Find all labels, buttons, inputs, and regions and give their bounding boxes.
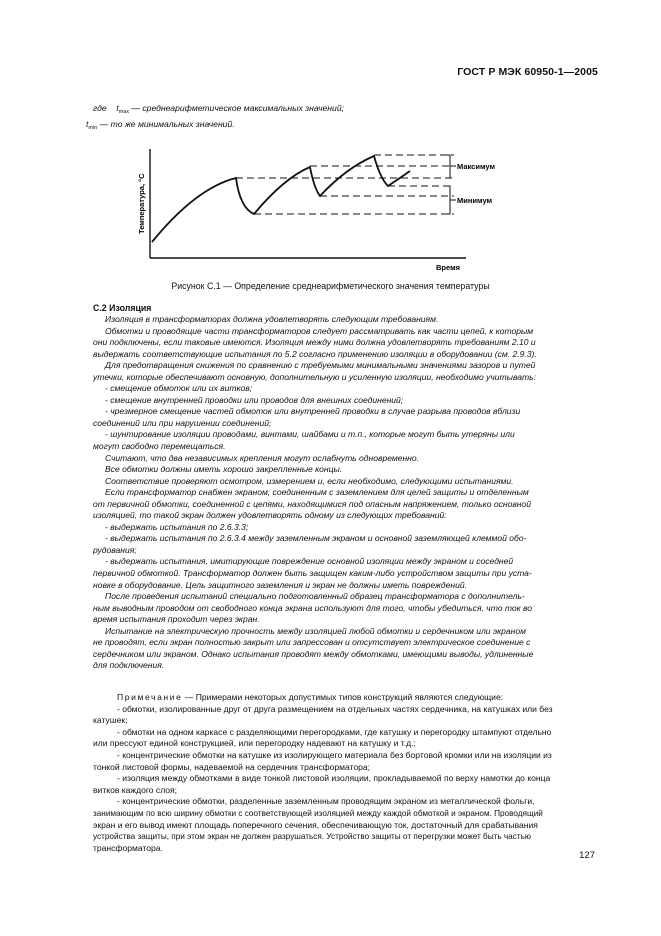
- section-body: [93, 314, 598, 672]
- note-line: - концентрические обмотки на катушке из изолирующего материала без бортовой кромки или на изоляции из: [117, 749, 552, 760]
- section-line: не проводят, если экран полностью закрыт или запрессован и отсутствует электрическое соединение с: [93, 637, 531, 648]
- note-body: [93, 692, 598, 854]
- min-bracket: [446, 186, 450, 214]
- page-number: 127: [579, 850, 595, 861]
- temperature-curve: [152, 156, 410, 242]
- note-label: Примечание: [117, 692, 183, 702]
- section-line: сердечником или экраном. Однако испытания проводят между обмотками, имеющими выводы, удлиненные: [93, 648, 534, 659]
- document-header: ГОСТ Р МЭК 60950-1—2005: [457, 66, 598, 78]
- section-line: - смещение обмоток или их витков;: [105, 383, 253, 394]
- legend-tmin: [86, 119, 235, 134]
- note-line: тонкой листовой формы, надеваемой на сердечник трансформатора;: [93, 761, 371, 772]
- note-line: или прессуют единой конструкцией, или перегородку надевают на катушку и т.д.;: [93, 738, 416, 749]
- tmax-subscript: max: [118, 109, 130, 115]
- section-line: соединений или при нарушении соединений;: [93, 417, 272, 428]
- section-line: утечки, которые обеспечивают основную, дополнительную и усиленную изоляции, необходимо учитывать:: [93, 371, 536, 382]
- section-line: Соответствие проверяют осмотром, измерением и, если необходимо, следующими испытаниями.: [105, 475, 514, 486]
- note-line: - обмотки на одном каркасе с разделяющими перегородками, где катушку и перегородку штампуют отдельно: [117, 726, 552, 737]
- temperature-figure: [138, 148, 518, 283]
- tmin-symbol: t: [86, 119, 89, 129]
- section-title: С.2 Изоляция: [93, 303, 152, 313]
- section-line: выдержать соответствующие испытания по 5.2 согласно применению изоляции в оборудовании (см. 2.9.3).: [93, 348, 537, 359]
- section-line: - выдержать испытания, имитирующие повреждение основной изоляции между экраном и соседней: [105, 556, 514, 567]
- section-line: время испытания проходит через экран.: [93, 614, 260, 625]
- section-line: Все обмотки должны иметь хорошо закрепленные концы.: [105, 464, 343, 475]
- section-line: - выдержать испытания по 2.6.3.3;: [105, 521, 249, 532]
- section-line: могут свободно перемещаться.: [93, 441, 226, 452]
- section-line: рудования;: [93, 544, 137, 555]
- section-line: - выдержать испытания по 2.6.3.4 между заземленным экраном и основной заземляющей клеммой обо-: [105, 533, 527, 544]
- section-line: новке в оборудование. Цель защитного заземления и экран не должны иметь повреждений.: [93, 579, 467, 590]
- note-line: катушек;: [93, 715, 128, 726]
- note-lead: — Примерами некоторых допустимых типов конструкций являются следующие:: [182, 692, 504, 702]
- section-line: Если трансформатор снабжен экраном, соединенным с заземлением для целей защиты и отделенным: [105, 487, 529, 498]
- section-line: для подключения.: [93, 660, 165, 671]
- note-line: - изоляция между обмотками в виде тонкой листовой изоляции, прокладываемой по верху намотки до конца: [117, 773, 551, 784]
- section-line: от первичной обмотки, соединенной с цепями, находящимися под опасным напряжением, только основной: [93, 498, 531, 509]
- legend-tmax: [93, 103, 344, 118]
- section-line: первичной обмоткой. Трансформатор должен быть защищен каким-либо устройством защиты при уста-: [93, 568, 532, 579]
- note-line: - обмотки, изолированные друг от друга размещением на отдельных частях сердечника, на катушках или без: [117, 703, 553, 714]
- note-line: устройства защиты, при этом экран не должен разрушаться. Устройство защиты от перегрузки может быть частью: [93, 832, 531, 842]
- section-line: Для предотвращения снижения по сравнению с требуемыми минимальными значениями зазоров и путей: [105, 360, 536, 371]
- section-line: Считают, что два независимых крепления могут ослабнуть одновременно.: [105, 452, 420, 463]
- note-line: экран и его вывод имеют площадь поперечного сечения, обеспечивающую ток, достаточный для срабатывания: [93, 819, 538, 830]
- section-line: - чрезмерное смещение частей обмоток или внутренней проводки в случае разрыва проводов вблизи: [105, 406, 521, 417]
- tmin-description: — то же минимальных значений.: [99, 119, 235, 129]
- legend-where: где: [93, 103, 107, 113]
- section-line: изоляцией, то такой экран должен удовлетворять одному из следующих требований:: [93, 510, 447, 521]
- tmax-symbol: t: [116, 103, 119, 113]
- section-line: ным выводным проводом от свободного конца экрана используют для того, чтобы убедиться, что ток во: [93, 602, 533, 613]
- tmin-subscript: min: [88, 125, 98, 131]
- section-line: - смещение внутренней проводки или проводов для внешних соединений;: [105, 394, 404, 405]
- figure-caption: Рисунок С.1 — Определение среднеарифметического значения температуры: [171, 281, 490, 291]
- note-line: занимающим по всю ширину обмотки с соответствующей изоляцией между каждой обмоткой и экраном. Проводящий: [93, 808, 543, 818]
- y-axis-label: Температура, °С: [137, 173, 146, 234]
- note-line: - концентрические обмотки, разделенные заземленным проводящим экраном из металлической фольги,: [117, 796, 535, 807]
- section-line: Изоляция в трансформаторах должна удовлетворять следующим требованиям.: [105, 314, 439, 324]
- section-line: После проведения испытаний специально подготовленный образец трансформатора с дополнитель-: [105, 591, 525, 602]
- x-axis-label: Время: [436, 263, 460, 272]
- note-heading: [93, 692, 598, 704]
- section-line: они подключены, если таковые имеются. Изоляция между ними должна удовлетворять требованиям 2.10 и: [93, 337, 536, 348]
- section-line: - шунтирование изоляции проводами, винтами, шайбами и т.п., которые могут быть утеряны или: [105, 429, 515, 440]
- note-line: витков каждого слоя;: [93, 784, 178, 795]
- temperature-chart: [138, 148, 518, 283]
- note-line: трансформатора.: [93, 842, 163, 853]
- section-line: Обмотки и проводящие части трансформаторов следует рассматривать как части цепей, к которым: [105, 325, 534, 336]
- tmax-description: — среднеарифметическое максимальных значений;: [131, 103, 344, 113]
- section-line: Испытание на электрическую прочность между изоляцией любой обмотки и сердечником или экраном: [105, 625, 526, 636]
- min-label: Минимум: [457, 196, 493, 205]
- max-label: Максимум: [457, 162, 496, 171]
